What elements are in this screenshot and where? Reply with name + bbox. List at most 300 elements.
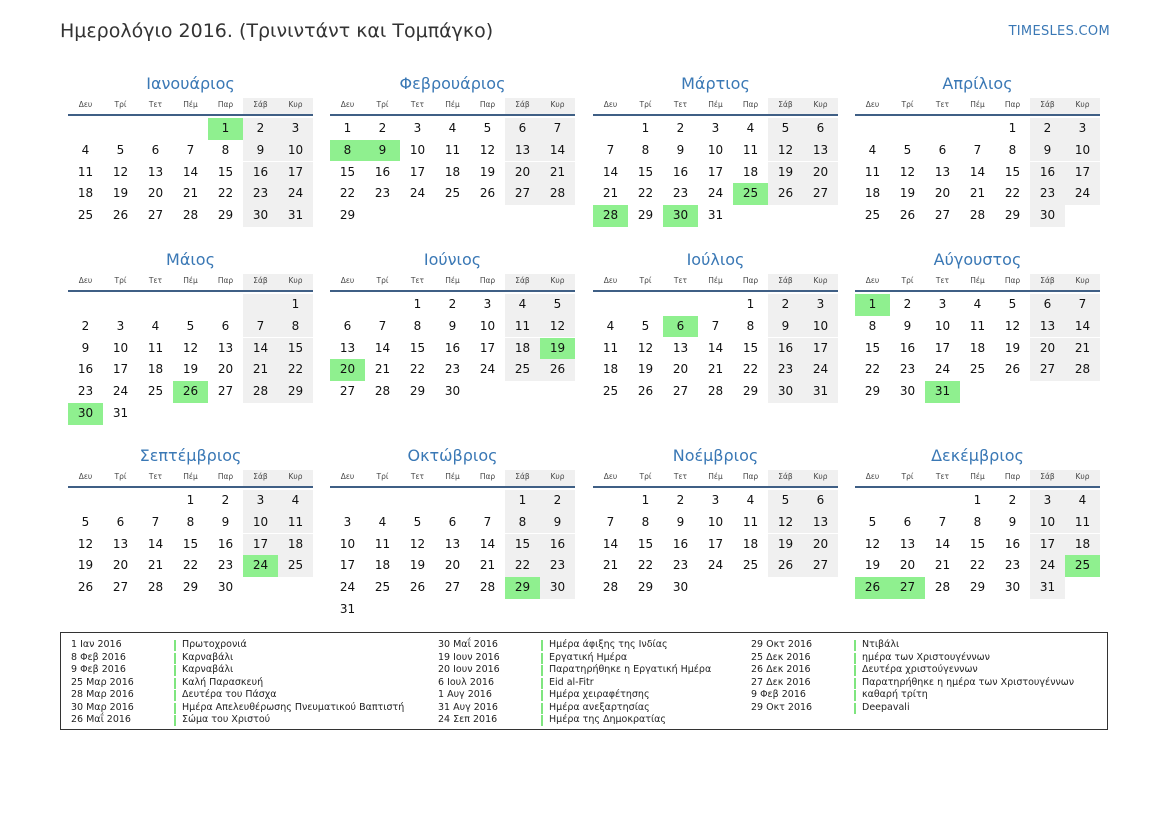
day-cell: 8	[973, 514, 982, 529]
day-cell: 8	[505, 512, 540, 534]
weekday-label: Κυρ	[278, 98, 313, 114]
day-cell: 11	[1065, 512, 1100, 534]
weekday-label: Τρί	[114, 276, 127, 285]
day-cell: 23	[444, 362, 461, 377]
weekday-label: Παρ	[742, 100, 759, 109]
day-cell: 9	[676, 514, 685, 529]
day-cell: 16	[672, 164, 689, 179]
day-cell: 15	[1004, 164, 1021, 179]
holiday-date: 28 Μαρ 2016	[71, 689, 134, 700]
day-cell: 13	[444, 536, 461, 551]
month-calendar	[330, 444, 575, 621]
day-cell: 13	[672, 340, 689, 355]
day-cell: 2	[903, 297, 912, 311]
day-cell: 25	[505, 359, 540, 381]
day-cell: 4	[378, 514, 387, 529]
week-row	[330, 316, 575, 338]
week-row	[855, 118, 1100, 140]
day-cell: 27	[934, 208, 951, 223]
day-cell: 15	[182, 536, 199, 551]
week-row	[855, 512, 1100, 534]
holiday-marker	[541, 703, 543, 714]
legend-row	[438, 702, 711, 715]
day-cell: 21	[1065, 338, 1100, 360]
day-cell: 28	[147, 580, 164, 595]
day-cell: 14	[1065, 316, 1100, 338]
day-cell: 2	[540, 490, 575, 512]
holiday-day-cell: 26	[173, 381, 208, 403]
day-cell: 23	[217, 558, 234, 573]
holiday-marker	[854, 653, 856, 664]
day-cell: 24	[803, 359, 838, 381]
weekday-label: Τετ	[410, 100, 425, 109]
day-cell: 13	[899, 536, 916, 551]
empty-day-cell	[995, 381, 1030, 403]
week-row	[593, 183, 838, 205]
day-cell: 11	[602, 340, 619, 355]
page-title: Ημερολόγιο 2016. (Τρινιντάντ και Τομπάγκο)	[60, 20, 494, 42]
weekday-label: Τρί	[114, 472, 127, 481]
empty-day-cell	[243, 403, 278, 425]
day-cell: 17	[803, 338, 838, 360]
empty-day-cell	[1065, 381, 1100, 403]
weekday-label: Τετ	[673, 472, 688, 481]
day-cell: 10	[409, 142, 426, 157]
holiday-date: 25 Μαρ 2016	[71, 676, 134, 688]
day-cell: 9	[221, 514, 230, 529]
empty-day-cell	[1065, 205, 1100, 227]
day-cell: 28	[1065, 359, 1100, 381]
day-cell: 23	[899, 362, 916, 377]
day-cell: 17	[112, 362, 129, 377]
weekday-label: Πέμ	[445, 472, 460, 481]
day-cell: 18	[444, 164, 461, 179]
week-row	[855, 555, 1100, 577]
day-cell: 4	[505, 294, 540, 316]
week-row	[330, 577, 575, 599]
legend-row	[71, 689, 404, 702]
holiday-date: 26 Μαΐ 2016	[71, 714, 131, 725]
day-cell: 3	[1065, 118, 1100, 140]
day-cell: 29	[278, 381, 313, 403]
legend-row	[71, 702, 404, 715]
day-cell: 26	[1004, 362, 1021, 377]
weekday-label: Παρ	[479, 472, 496, 481]
day-cell: 27	[803, 555, 838, 577]
day-cell: 30	[1030, 205, 1065, 227]
day-cell: 19	[637, 362, 654, 377]
day-cell: 13	[339, 340, 356, 355]
weekday-label: Παρ	[217, 100, 234, 109]
weekday-label: Παρ	[1004, 100, 1021, 109]
empty-day-cell	[593, 118, 628, 140]
empty-day-cell	[470, 490, 505, 512]
day-cell: 10	[707, 514, 724, 529]
day-cell: 9	[243, 140, 278, 162]
empty-day-cell	[593, 490, 628, 512]
weekday-label: Παρ	[742, 276, 759, 285]
day-cell: 3	[938, 297, 947, 311]
weekday-header	[593, 98, 838, 116]
weekday-header	[68, 274, 313, 292]
day-cell: 18	[969, 340, 986, 355]
day-cell: 6	[803, 490, 838, 512]
day-cell: 21	[479, 558, 496, 573]
month-calendar	[855, 248, 1100, 403]
legend-row	[751, 702, 1074, 715]
day-cell: 5	[186, 318, 195, 333]
holiday-name: Ημέρα άφιξης της Ινδίας	[549, 639, 668, 650]
holiday-date: 25 Δεκ 2016	[751, 651, 811, 663]
day-cell: 16	[374, 164, 391, 179]
day-cell: 9	[903, 318, 912, 333]
day-cell: 8	[641, 514, 650, 529]
day-cell: 22	[217, 186, 234, 201]
day-cell: 31	[278, 205, 313, 227]
day-cell: 12	[768, 140, 803, 162]
day-cell: 28	[374, 384, 391, 399]
day-cell: 4	[278, 490, 313, 512]
day-cell: 29	[742, 384, 759, 399]
holiday-name: Ημέρα Απελευθέρωσης Πνευματικού Βαπτιστή	[182, 701, 405, 713]
day-cell: 14	[147, 536, 164, 551]
holiday-name: Deepavali	[862, 701, 910, 713]
empty-day-cell	[330, 490, 365, 512]
weekday-label: Πέμ	[708, 100, 723, 109]
day-cell: 27	[1030, 359, 1065, 381]
holiday-marker	[541, 715, 543, 726]
day-cell: 9	[448, 318, 457, 333]
day-cell: 5	[768, 118, 803, 140]
day-cell: 25	[77, 208, 94, 223]
month-name: Δεκέμβριος	[931, 446, 1024, 465]
day-cell: 2	[1008, 493, 1017, 507]
empty-day-cell	[243, 577, 278, 599]
holiday-marker	[174, 690, 176, 701]
empty-day-cell	[103, 294, 138, 316]
day-cell: 14	[243, 338, 278, 360]
weekday-header	[593, 470, 838, 488]
day-cell: 9	[540, 512, 575, 534]
weekday-label: Σάβ	[505, 274, 540, 290]
holiday-date: 8 Φεβ 2016	[71, 651, 126, 663]
week-row	[593, 555, 838, 577]
holiday-name: Ημέρα χειραφέτησης	[549, 689, 650, 700]
holiday-date: 6 Ιουλ 2016	[438, 676, 494, 688]
day-cell: 23	[540, 555, 575, 577]
day-cell: 31	[707, 208, 724, 223]
empty-day-cell	[400, 490, 435, 512]
day-cell: 26	[540, 359, 575, 381]
week-row	[855, 534, 1100, 556]
day-cell: 31	[112, 405, 129, 420]
day-cell: 13	[217, 340, 234, 355]
legend-row	[438, 689, 711, 702]
day-cell: 30	[444, 384, 461, 399]
day-cell: 27	[112, 580, 129, 595]
weekday-label: Τρί	[639, 276, 652, 285]
empty-day-cell	[173, 118, 208, 140]
weekday-label: Τετ	[148, 100, 163, 109]
day-cell: 30	[899, 384, 916, 399]
weekday-label: Τετ	[410, 276, 425, 285]
day-cell: 24	[1030, 555, 1065, 577]
empty-day-cell	[505, 599, 540, 621]
day-cell: 11	[147, 340, 164, 355]
weekday-label: Κυρ	[278, 274, 313, 290]
day-cell: 26	[409, 580, 426, 595]
day-cell: 1	[973, 493, 982, 507]
empty-day-cell	[1030, 381, 1065, 403]
month-name: Απρίλιος	[942, 74, 1013, 93]
day-cell: 13	[1030, 316, 1065, 338]
week-row	[68, 555, 313, 577]
month-calendar	[330, 248, 575, 403]
day-cell: 22	[637, 186, 654, 201]
week-row	[68, 512, 313, 534]
day-cell: 14	[602, 164, 619, 179]
day-cell: 15	[864, 340, 881, 355]
empty-day-cell	[890, 490, 925, 512]
weekday-label: Δευ	[78, 472, 93, 481]
empty-day-cell	[138, 403, 173, 425]
weekday-label: Σάβ	[243, 274, 278, 290]
day-cell: 27	[339, 384, 356, 399]
legend-row	[751, 639, 1074, 652]
day-cell: 12	[540, 316, 575, 338]
weekday-label: Παρ	[742, 472, 759, 481]
week-row	[593, 338, 838, 360]
day-cell: 21	[934, 558, 951, 573]
week-row	[68, 162, 313, 184]
day-cell: 17	[1065, 162, 1100, 184]
holiday-name: καθαρή τρίτη	[862, 689, 928, 700]
weekday-label: Σάβ	[505, 470, 540, 486]
day-cell: 5	[483, 121, 492, 135]
day-cell: 5	[868, 514, 877, 529]
weekday-label: Δευ	[340, 276, 355, 285]
day-cell: 24	[278, 183, 313, 205]
day-cell: 6	[116, 514, 125, 529]
day-cell: 7	[483, 514, 492, 529]
month-name: Νοέμβριος	[672, 446, 759, 465]
holiday-name: Πρωτοχρονιά	[182, 639, 247, 650]
day-cell: 18	[278, 534, 313, 556]
legend-column	[438, 639, 711, 727]
day-cell: 27	[147, 208, 164, 223]
day-cell: 12	[864, 536, 881, 551]
legend-row	[71, 664, 404, 677]
holiday-marker	[854, 640, 856, 651]
month-calendar	[68, 248, 313, 425]
weekday-label: Τετ	[148, 276, 163, 285]
holiday-date: 24 Σεπ 2016	[438, 714, 498, 725]
day-cell: 20	[444, 558, 461, 573]
holiday-name: Καρναβάλι	[182, 664, 234, 675]
legend-row	[438, 652, 711, 665]
day-cell: 23	[243, 183, 278, 205]
holiday-day-cell: 27	[890, 577, 925, 599]
day-cell: 16	[243, 162, 278, 184]
day-cell: 29	[217, 208, 234, 223]
holiday-day-cell: 1	[208, 118, 243, 140]
day-cell: 23	[374, 186, 391, 201]
day-cell: 10	[934, 318, 951, 333]
weekday-label: Δευ	[78, 276, 93, 285]
week-row	[593, 316, 838, 338]
day-cell: 8	[1008, 142, 1017, 157]
weekday-label: Σάβ	[768, 470, 803, 486]
day-cell: 1	[186, 493, 195, 507]
day-cell: 27	[217, 384, 234, 399]
day-cell: 22	[969, 558, 986, 573]
empty-day-cell	[855, 490, 890, 512]
day-cell: 18	[77, 186, 94, 201]
day-cell: 1	[641, 121, 650, 135]
day-cell: 26	[479, 186, 496, 201]
week-row	[68, 577, 313, 599]
holiday-date: 1 Ιαν 2016	[71, 639, 122, 650]
week-row	[330, 381, 575, 403]
week-row	[855, 183, 1100, 205]
weekday-header	[68, 98, 313, 116]
day-cell: 5	[903, 142, 912, 157]
day-cell: 8	[868, 318, 877, 333]
weekday-label: Δευ	[865, 276, 880, 285]
holiday-day-cell: 6	[663, 316, 698, 338]
day-cell: 2	[676, 493, 685, 507]
day-cell: 6	[903, 514, 912, 529]
empty-day-cell	[540, 205, 575, 227]
legend-column	[751, 639, 1074, 714]
day-cell: 8	[413, 318, 422, 333]
day-cell: 28	[479, 580, 496, 595]
day-cell: 2	[768, 294, 803, 316]
weekday-label: Τρί	[901, 100, 914, 109]
day-cell: 9	[1030, 140, 1065, 162]
day-cell: 24	[112, 384, 129, 399]
day-cell: 21	[602, 186, 619, 201]
weekday-label: Δευ	[603, 472, 618, 481]
day-cell: 11	[505, 316, 540, 338]
day-cell: 8	[641, 142, 650, 157]
day-cell: 6	[343, 318, 352, 333]
month-calendar	[68, 72, 313, 227]
day-cell: 4	[746, 121, 755, 135]
empty-day-cell	[103, 490, 138, 512]
weekday-label: Σάβ	[243, 470, 278, 486]
day-cell: 19	[1004, 340, 1021, 355]
day-cell: 7	[606, 142, 615, 157]
empty-day-cell	[593, 294, 628, 316]
day-cell: 10	[243, 512, 278, 534]
empty-day-cell	[768, 205, 803, 227]
empty-day-cell	[103, 118, 138, 140]
day-cell: 15	[969, 536, 986, 551]
month-calendar	[593, 248, 838, 403]
day-cell: 12	[409, 536, 426, 551]
empty-day-cell	[435, 490, 470, 512]
month-name: Μάιος	[166, 250, 215, 269]
legend-row	[751, 689, 1074, 702]
empty-day-cell	[540, 599, 575, 621]
legend-row	[438, 714, 711, 727]
week-row	[68, 534, 313, 556]
weekday-label: Τρί	[639, 100, 652, 109]
empty-day-cell	[278, 403, 313, 425]
weekday-label: Πέμ	[708, 276, 723, 285]
day-cell: 31	[803, 381, 838, 403]
day-cell: 11	[742, 514, 759, 529]
day-cell: 6	[505, 118, 540, 140]
day-cell: 15	[278, 338, 313, 360]
day-cell: 21	[540, 162, 575, 184]
day-cell: 24	[339, 580, 356, 595]
week-row	[593, 534, 838, 556]
week-row	[855, 294, 1100, 316]
day-cell: 1	[1008, 121, 1017, 135]
holiday-marker	[174, 665, 176, 676]
day-cell: 20	[803, 162, 838, 184]
holiday-day-cell: 26	[855, 577, 890, 599]
day-cell: 12	[768, 512, 803, 534]
weekday-label: Κυρ	[1065, 274, 1100, 290]
empty-day-cell	[365, 294, 400, 316]
day-cell: 2	[448, 297, 457, 311]
day-cell: 28	[243, 381, 278, 403]
day-cell: 7	[540, 118, 575, 140]
weekday-label: Τετ	[410, 472, 425, 481]
weekday-header	[68, 470, 313, 488]
week-row	[68, 294, 313, 316]
weekday-label: Τετ	[935, 276, 950, 285]
day-cell: 7	[243, 316, 278, 338]
day-cell: 18	[374, 558, 391, 573]
day-cell: 29	[864, 384, 881, 399]
holiday-day-cell: 24	[243, 555, 278, 577]
month-calendar	[593, 444, 838, 599]
day-cell: 21	[374, 362, 391, 377]
day-cell: 5	[116, 142, 125, 157]
holiday-name: Εργατική Ημέρα	[549, 651, 628, 663]
holiday-day-cell: 20	[330, 359, 365, 381]
day-cell: 10	[339, 536, 356, 551]
empty-day-cell	[733, 205, 768, 227]
week-row	[593, 359, 838, 381]
day-cell: 20	[934, 186, 951, 201]
day-cell: 7	[711, 318, 720, 333]
week-row	[68, 140, 313, 162]
site-link[interactable]: TIMESLES.COM	[1008, 24, 1110, 39]
empty-day-cell	[208, 294, 243, 316]
empty-day-cell	[960, 381, 995, 403]
day-cell: 17	[479, 340, 496, 355]
empty-day-cell	[505, 381, 540, 403]
day-cell: 3	[278, 118, 313, 140]
week-row	[855, 577, 1100, 599]
day-cell: 24	[1065, 183, 1100, 205]
month-calendar	[593, 72, 838, 227]
day-cell: 29	[969, 580, 986, 595]
empty-day-cell	[243, 294, 278, 316]
day-cell: 18	[505, 338, 540, 360]
day-cell: 7	[151, 514, 160, 529]
day-cell: 10	[1065, 140, 1100, 162]
holiday-marker	[854, 703, 856, 714]
day-cell: 23	[1004, 558, 1021, 573]
weekday-label: Πέμ	[183, 472, 198, 481]
day-cell: 3	[343, 514, 352, 529]
